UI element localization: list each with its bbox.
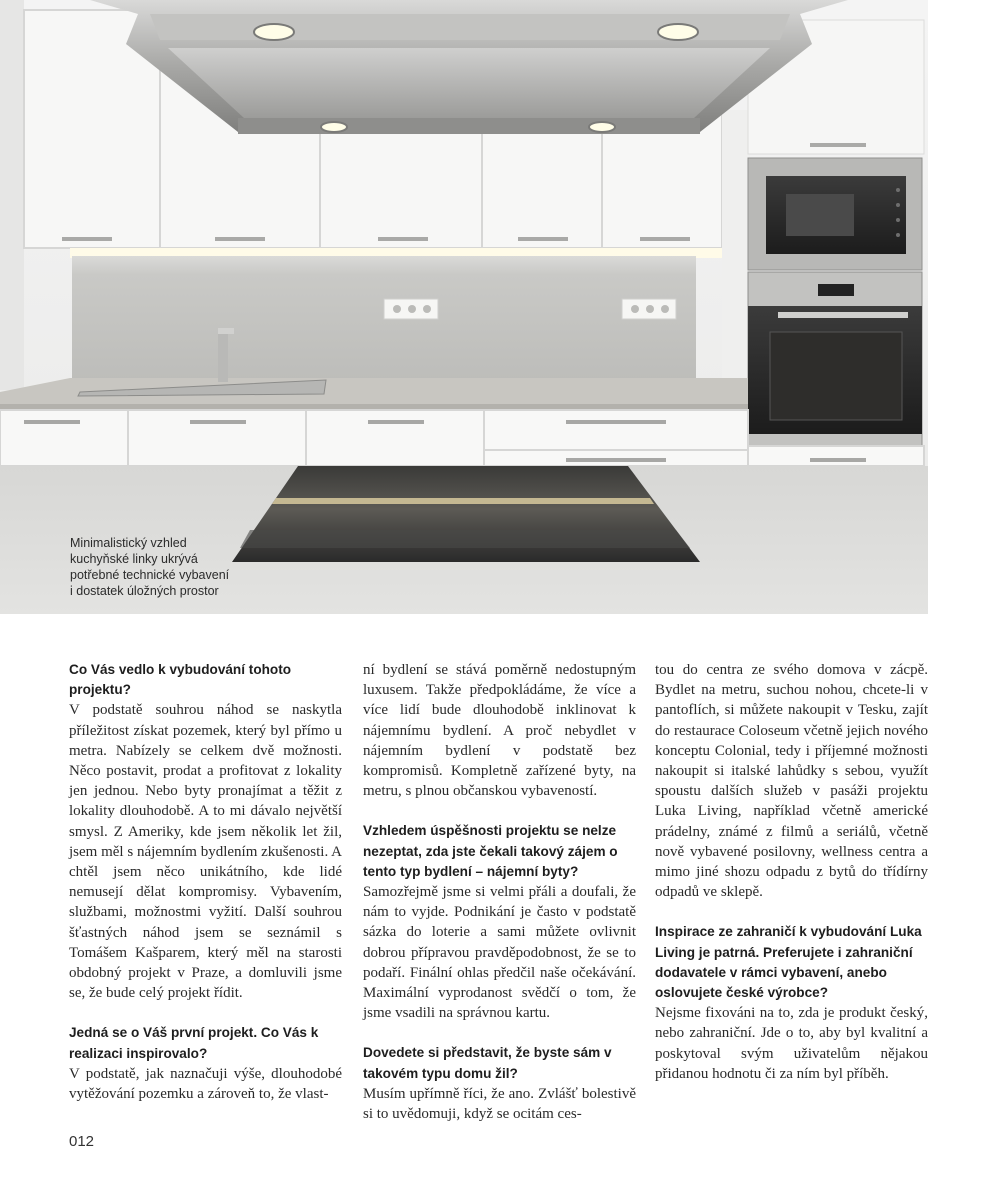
interview-question: Co Vás vedlo k vybudování tohoto projektu? xyxy=(69,662,292,698)
interview-question: Jedná se o Váš první projekt. Co Vás k realizaci inspirovalo? xyxy=(69,1025,319,1061)
interview-answer: V podstatě, jak naznačuji výše, dlouhodobé vytěžování pozemku a zároveň to, že vlast- xyxy=(69,1065,342,1103)
interview-answer: tou do centra ze svého domova v zácpě. Bydlet na metru, suchou nohou, chcete-li v pantoflích, si můžete nakoupit v Tesku, zajít do restaurace Coloseum včetně jejich nového konceptu Colonial, tedy i příjemné možnosti nakoupit si italské lahůdky s sebou, využít spoustu dalších služeb v pasáži projektu Luka Living, například včetně americké prádelny, známé z filmů a seriálů, včetně nově vybavené posilovny, wellness centra a mimo jiné shozu odpadu z bytů do třídírny odpadů ve sklepě. xyxy=(655,662,928,901)
page-number: 012 xyxy=(69,1133,95,1150)
kitchen-photo xyxy=(0,0,928,614)
caption-line: i dostatek úložných prostor xyxy=(70,584,219,598)
article-column-3 xyxy=(655,660,928,1084)
interview-question: Vzhledem úspěšnosti projektu se nelze nezeptat, zda jste čekali takový zájem o tento typ bydlení – nájemní byty? xyxy=(363,823,618,879)
photo-caption xyxy=(70,535,270,599)
interview-answer: Samozřejmě jsme si velmi přáli a doufali, že nám to vyjde. Podnikání je často v podstatě sázka do loterie a sami můžete ovlivnit dobrou přípravou pravděpodobnost, že se to podaří. Finální ohlas předčil naše očekávání. Maximální vyprodanost svědčí o tom, že jsme vsadili na správnou kartu. xyxy=(363,884,636,1022)
caption-line: kuchyňské linky ukrývá xyxy=(70,552,198,566)
caption-line: Minimalistický vzhled xyxy=(70,536,187,550)
interview-answer: ní bydlení se stává poměrně nedostupným luxusem. Takže předpokládáme, že více a více lidí bude dlouhodobě inklinovat k nájemnímu bydlení. A proč nebydlet v nájemním bydlení v podstatě bez kompromisů. Kompletně zařízené byty, na metru, s plnou občanskou vybaveností. xyxy=(363,662,636,800)
caption-line: potřebné technické vybavení xyxy=(70,568,230,582)
interview-question: Inspirace ze zahraničí k vybudování Luka Living je patrná. Preferujete i zahraniční dodavatele v rámci vybavení, anebo oslovujete české výrobce? xyxy=(655,924,922,1001)
article-column-2 xyxy=(363,660,636,1124)
article-column-1 xyxy=(69,660,342,1104)
interview-answer: Musím upřímně říci, že ano. Zvlášť bolestivě si to uvědomuji, když se ocitám ces- xyxy=(363,1085,636,1123)
interview-question: Dovedete si představit, že byste sám v takovém typu domu žil? xyxy=(363,1045,612,1081)
interview-answer: V podstatě souhrou náhod se naskytla příležitost získat pozemek, který byl přímo u metra. Nabízely se celkem dvě možnosti. Něco postavit, prodat a profitovat z lokality jen jednou. Nebo byty pronajímat a těžit z lokality dlouhodobě. A to mi dávalo největší smysl. Z Ameriky, kde jsem několik let žil, jsem měl s nájemním bydlením zkušenosti. A chtěl jsem něco unikátního, kde lidé nemusejí dělat kompromisy. Vybavením, službami, možnostmi vyžití. Další souhrou šťastných náhod jsem se seznámil s Tomášem Kašparem, který měl na starosti obdobný projekt v Praze, a domluvili jsme se, že bude celý projekt řídit. xyxy=(69,702,342,1002)
interview-answer: Nejsme fixováni na to, zda je produkt český, nebo zahraniční. Jde o to, aby byl kvalitní a poskytoval svým uživatelům nějakou přidanou hodnotu či za ním byl příběh. xyxy=(655,1005,928,1082)
